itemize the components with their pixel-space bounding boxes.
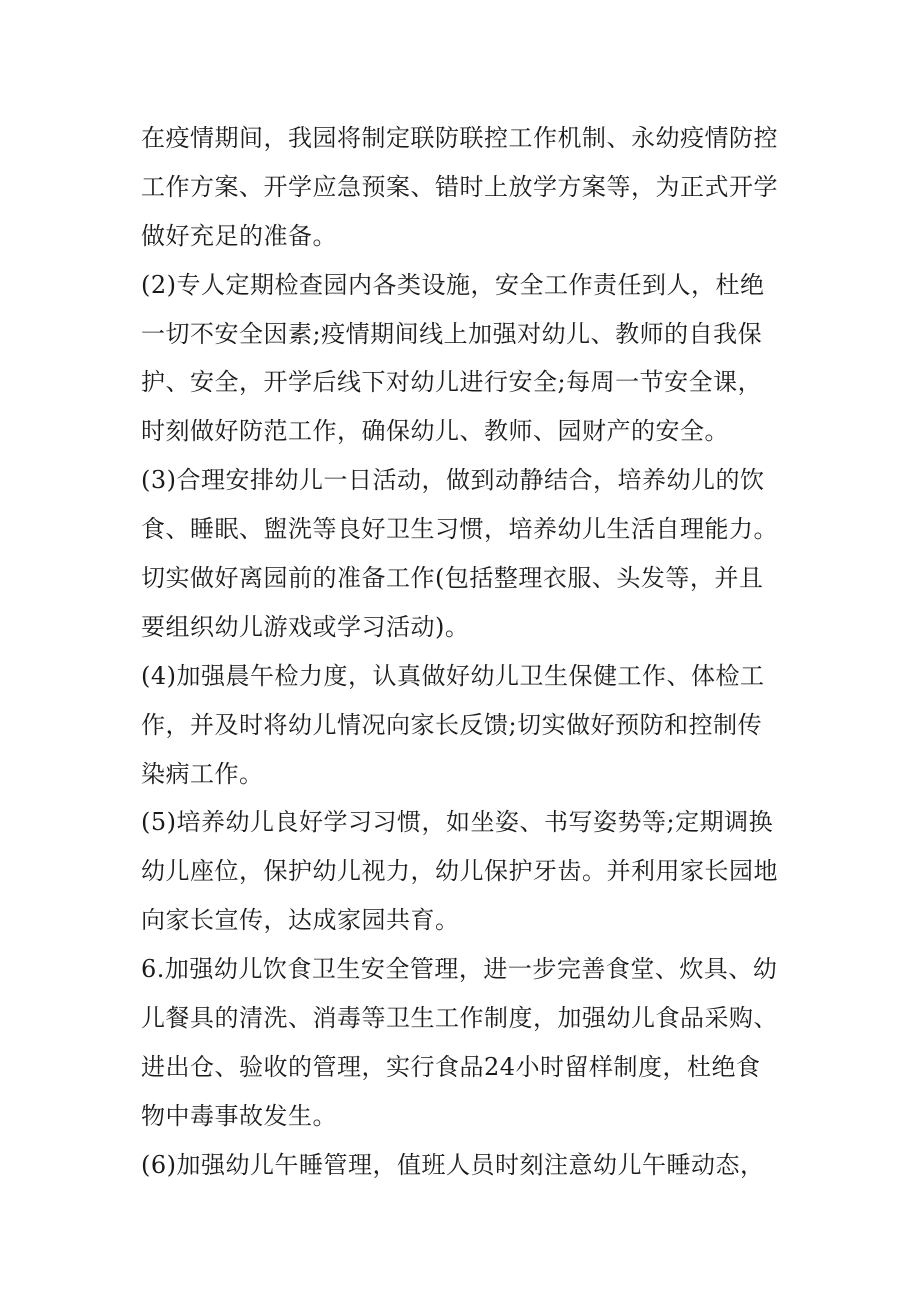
- text-line: 作，并及时将幼儿情况向家长反馈;切实做好预防和控制传: [141, 710, 763, 739]
- text-line: 6.加强幼儿饮食卫生安全管理，进一步完善食堂、炊具、幼: [141, 955, 778, 984]
- text-line: 要组织幼儿游戏或学习活动)。: [141, 612, 470, 641]
- text-line: 护、安全，开学后线下对幼儿进行安全;每周一节安全课，: [141, 368, 763, 397]
- text-line: 在疫情期间，我园将制定联防联控工作机制、永幼疫情防控: [141, 124, 778, 152]
- text-line: (6)加强幼儿午睡管理，值班人员时刻注意幼儿午睡动态，: [141, 1150, 765, 1179]
- text-line: 切实做好离园前的准备工作(包括整理衣服、头发等，并且: [141, 564, 764, 593]
- text-line: 幼儿座位，保护幼儿视力，幼儿保护牙齿。并利用家长园地: [141, 857, 778, 886]
- text-line: 染病工作。: [141, 759, 264, 788]
- text-line: (3)合理安排幼儿一日活动，做到动静结合，培养幼儿的饮: [141, 466, 765, 495]
- text-line: 进出仓、验收的管理，实行食品24小时留样制度，杜绝食: [141, 1052, 761, 1081]
- text-line: 向家长宣传，达成家园共育。: [141, 906, 460, 935]
- text-line: 儿餐具的清洗、消毒等卫生工作制度，加强幼儿食品采购、: [141, 1004, 778, 1033]
- document-body: [141, 118, 791, 1194]
- text-line: 物中毒事故发生。: [141, 1101, 337, 1130]
- text-line: 一切不安全因素;疫情期间线上加强对幼儿、教师的自我保: [141, 319, 763, 348]
- text-line: (4)加强晨午检力度，认真做好幼儿卫生保健工作、体检工: [141, 661, 765, 690]
- text-line: 时刻做好防范工作，确保幼儿、教师、园财产的安全。: [141, 417, 729, 446]
- text-line: 做好充足的准备。: [141, 221, 337, 250]
- text-line: (2)专人定期检查园内各类设施，安全工作责任到人，杜绝: [141, 270, 765, 299]
- text-line: 食、睡眠、盥洗等良好卫生习惯，培养幼儿生活自理能力。: [141, 515, 778, 544]
- text-line: 工作方案、开学应急预案、错时上放学方案等，为正式开学: [141, 172, 778, 201]
- text-line: (5)培养幼儿良好学习习惯，如坐姿、书写姿势等;定期调换: [141, 808, 774, 837]
